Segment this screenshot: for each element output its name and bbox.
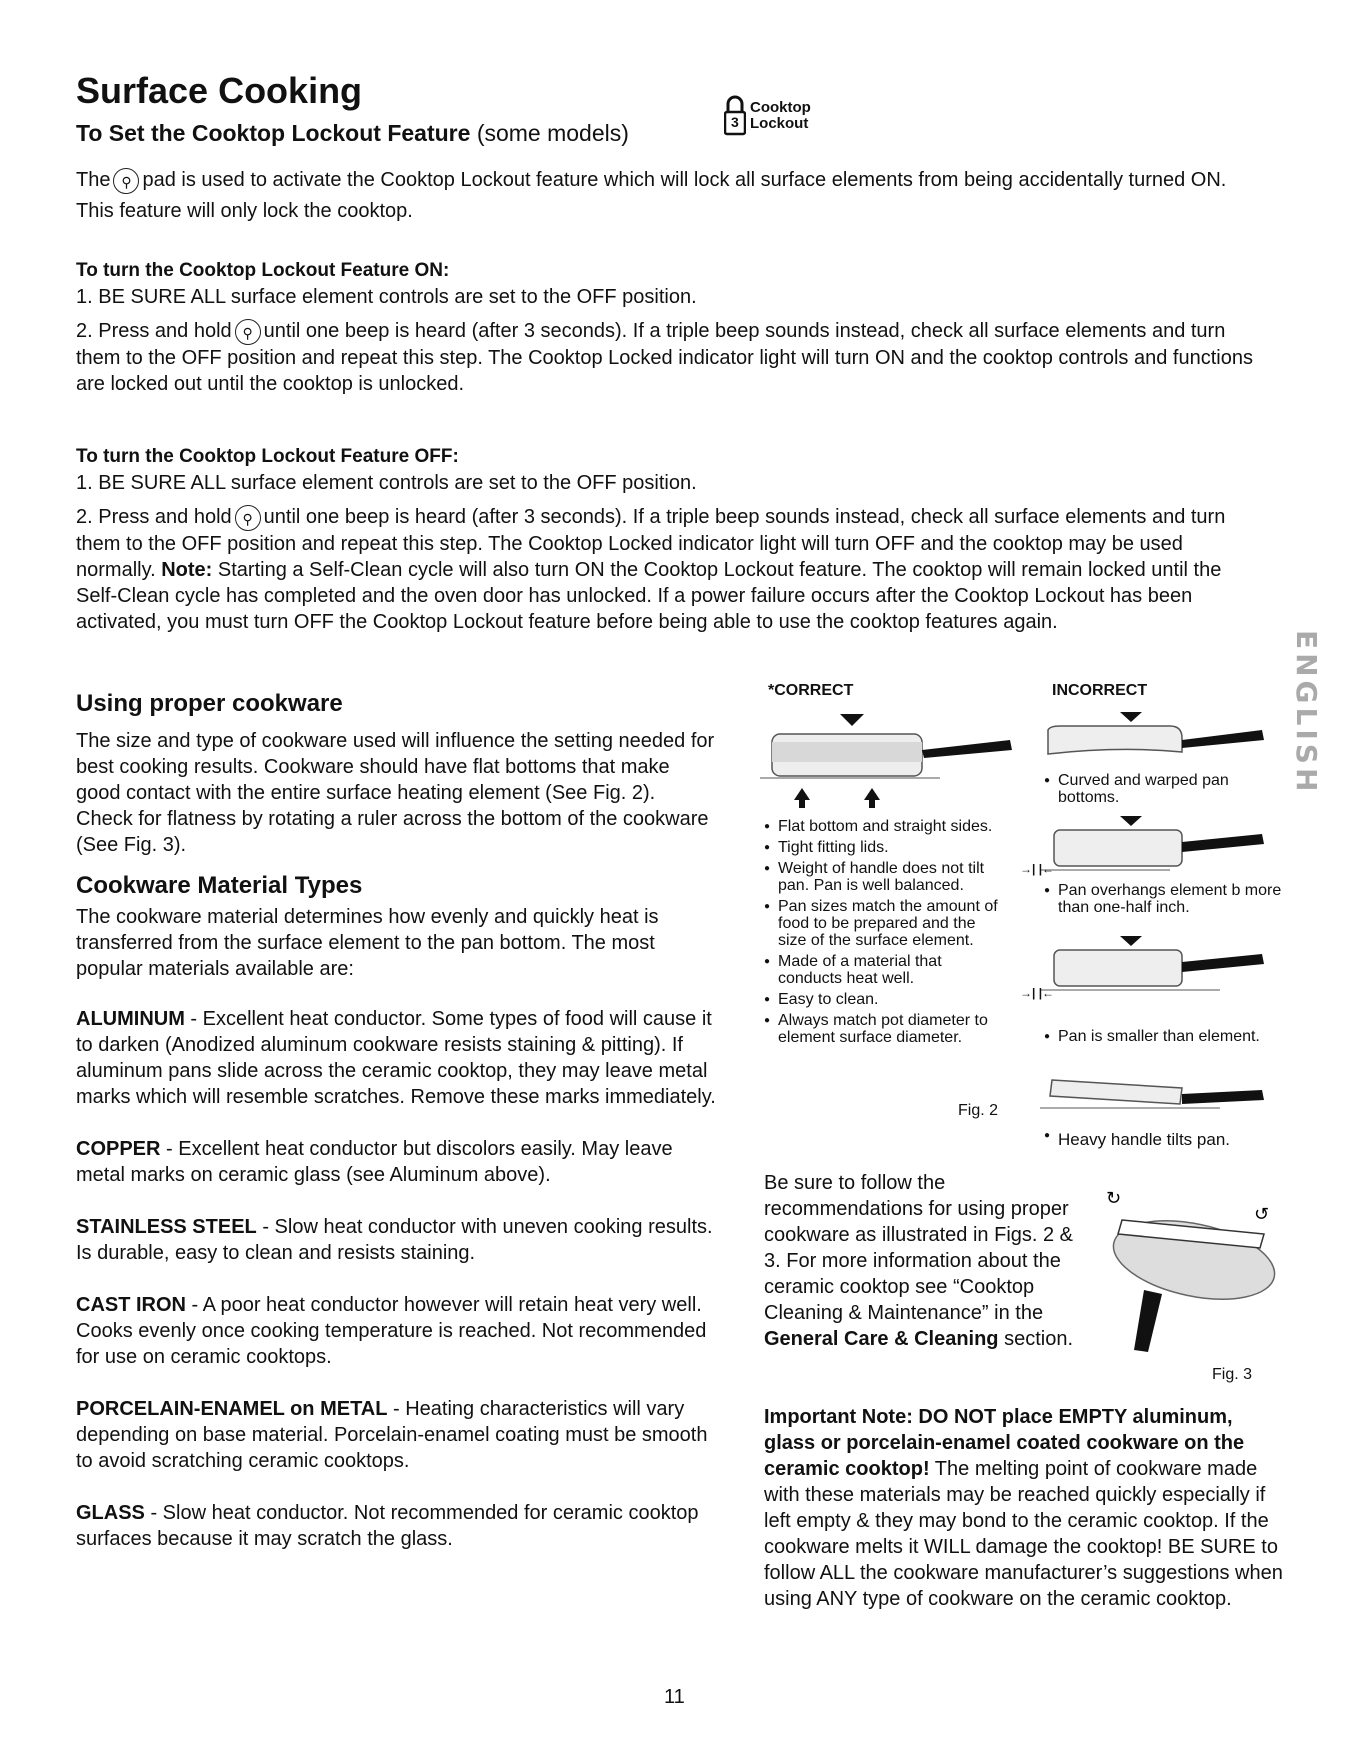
- lock-on-section: To turn the Cooktop Lockout Feature ON: 1. BE SURE ALL surface element controls are set to the OFF position. 2. Press and hold ⚲ until one beep is heard (after 3 seconds). If a triple beep sounds instead, check all surface elements and turn them to the OFF position and repeat this step. The Cooktop Locked indicator light will turn ON and the cooktop controls and functions are locked out until the cooktop is unlocked.: [76, 258, 1266, 397]
- svg-text:↺: ↺: [1254, 1204, 1270, 1225]
- materials-intro: The cookware material determines how evenly and quickly heat is transferred from the surface element to the pan bottom. The most popular materials available are:: [76, 906, 659, 980]
- list-item: ● Weight of handle does not tilt pan. Pan is well balanced.: [764, 860, 1004, 894]
- material-cast-iron: CAST IRON - A poor heat conductor however will retain heat very well. Cooks evenly once cooking temperature is reached. Not recommended for use on ceramic cooktops.: [76, 1294, 707, 1368]
- svg-text:↻: ↻: [1106, 1190, 1122, 1209]
- page-title: Surface Cooking: [76, 70, 363, 111]
- section-subtitle: To Set the Cooktop Lockout Feature (some models): [76, 120, 629, 146]
- badge-number: 3: [731, 114, 739, 130]
- measure-arrows-icon: →| |←: [1020, 986, 1055, 1000]
- material-aluminum: ALUMINUM - Excellent heat conductor. Some types of food will cause it to darken (Anodized aluminum cookware resists staining & pitting). If aluminum pans slide across the ceramic cooktop, they may leave metal marks which will resemble scratches. Remove these marks immediately.: [76, 1008, 716, 1108]
- list-item: ● Flat bottom and straight sides.: [764, 818, 1004, 835]
- cookware-paragraph: The size and type of cookware used will influence the setting needed for best cooking results. Cookware should have flat bottoms that make good contact with the entire surface heating element (See Fig. 2). Check for flatness by rotating a ruler across the bottom of the cookware (See Fig. 3).: [76, 730, 715, 856]
- material-porcelain-enamel: PORCELAIN-ENAMEL on METAL - Heating characteristics will vary depending on base material. Porcelain-enamel coating must be smooth to avoid scratching ceramic cooktops.: [76, 1398, 708, 1472]
- figure-2: [760, 682, 1280, 1162]
- lockout-key-icon: ⚲: [235, 319, 261, 345]
- list-item: ● Heavy handle tilts pan.: [1044, 1130, 1284, 1150]
- material-glass: GLASS - Slow heat conductor. Not recommended for ceramic cooktop surfaces because it may scratch the glass.: [76, 1502, 699, 1550]
- arrow-up-icons: [780, 786, 930, 810]
- correct-label: *CORRECT: [768, 682, 854, 699]
- list-item: ● Pan sizes match the amount of food to be prepared and the size of the surface element.: [764, 898, 1004, 949]
- list-item: ● Always match pot diameter to element surface diameter.: [764, 1012, 1004, 1046]
- materials-heading: Cookware Material Types: [76, 872, 363, 899]
- left-column: [76, 690, 716, 1552]
- important-note: Important Note: DO NOT place EMPTY aluminum, glass or porcelain-enamel coated cookware on the ceramic cooktop! The melting point of cookware made with these materials may be reached quickly especially if left empty & they may bond to the ceramic cooktop. If the cookware melts it WILL damage the cooktop! BE SURE to follow ALL the cookware manufacturer’s suggestions when using ANY type of cookware on the ceramic cooktop.: [764, 1406, 1283, 1610]
- list-item: ● Tight fitting lids.: [764, 839, 1004, 856]
- tilted-pan-illustration: [1040, 1072, 1280, 1112]
- small-pan-illustration: [1040, 932, 1280, 994]
- ruler-check-illustration: [1104, 1190, 1284, 1360]
- lockout-key-icon: ⚲: [235, 505, 261, 531]
- cooktop-lockout-badge: 3 Cooktop Lockout: [724, 92, 824, 142]
- intro-paragraph: The ⚲ pad is used to activate the Cooktop Lockout feature which will lock all surface elements from being accidentally turned ON. This feature will only lock the cooktop.: [76, 169, 1227, 222]
- page-number: 11: [664, 1686, 685, 1708]
- lock-off-section: To turn the Cooktop Lockout Feature OFF: 1. BE SURE ALL surface element controls are set to the OFF position. 2. Press and hold ⚲ until one beep is heard (after 3 seconds). If a triple beep sounds instead, check all surface elements and turn them to the OFF position and repeat this step. The Cooktop Locked indicator light will turn OFF and the cooktop may be used normally. Note: Starting a Self-Clean cycle will also turn ON the Cooktop Lockout feature. The cooktop will remain locked until the Self-Clean cycle has completed and the oven door has unlocked. If a power failure occurs after the Cooktop Lockout has been activated, you must turn OFF the Cooktop Lockout feature before being able to use the cooktop features again.: [76, 444, 1266, 635]
- material-copper: COPPER - Excellent heat conductor but discolors easily. May leave metal marks on ceramic glass (see Aluminum above).: [76, 1138, 673, 1186]
- fig-3-paragraph: Be sure to follow the recommendations for using proper cookware as illustrated in Figs. 2 & 3. For more information about the ceramic cooktop see “Cooktop Cleaning & Maintenance” in the General Care & Cleaning section.: [764, 1172, 1074, 1350]
- list-item: ● Made of a material that conducts heat well.: [764, 953, 1004, 987]
- correct-list: [764, 818, 1004, 1050]
- correct-pan-illustration: [760, 706, 1030, 786]
- warped-pan-illustration: [1040, 706, 1280, 766]
- lock-off-step-2: 2. Press and hold ⚲ until one beep is heard (after 3 seconds). If a triple beep sounds instead, check all surface elements and turn them to the OFF position and repeat this step. The Cooktop Locked indicator light will turn OFF and the cooktop may be used normally. Note: Starting a Self-Clean cycle will also turn ON the Cooktop Lockout feature. The cooktop will remain locked until the Self-Clean cycle has completed and the oven door has unlocked. If a power failure occurs after the Cooktop Lockout has been activated, you must turn OFF the Cooktop Lockout feature before being able to use the cooktop features again.: [76, 506, 1226, 633]
- fig-2-caption: Fig. 2: [958, 1102, 999, 1119]
- measure-arrows-icon: →| |←: [1020, 862, 1055, 876]
- list-item: ● Curved and warped pan bottoms.: [1044, 772, 1274, 806]
- list-item: ● Pan is smaller than element.: [1044, 1028, 1274, 1045]
- incorrect-label: INCORRECT: [1052, 682, 1148, 699]
- list-item: ● Easy to clean.: [764, 991, 1004, 1008]
- overhang-pan-illustration: [1040, 812, 1280, 874]
- lock-on-step-2: 2. Press and hold ⚲ until one beep is heard (after 3 seconds). If a triple beep sounds instead, check all surface elements and turn them to the OFF position and repeat this step. The Cooktop Locked indicator light will turn ON and the cooktop controls and functions are locked out until the cooktop is unlocked.: [76, 320, 1253, 395]
- fig-3-caption: Fig. 3: [1212, 1366, 1253, 1383]
- language-tab: ENGLISH: [1290, 630, 1323, 796]
- lockout-key-icon: ⚲: [113, 168, 139, 194]
- material-stainless-steel: STAINLESS STEEL - Slow heat conductor with uneven cooking results. Is durable, easy to clean and resists staining.: [76, 1216, 713, 1264]
- list-item: ● Pan overhangs element b more than one-half inch.: [1044, 882, 1284, 916]
- cookware-heading: Using proper cookware: [76, 690, 343, 717]
